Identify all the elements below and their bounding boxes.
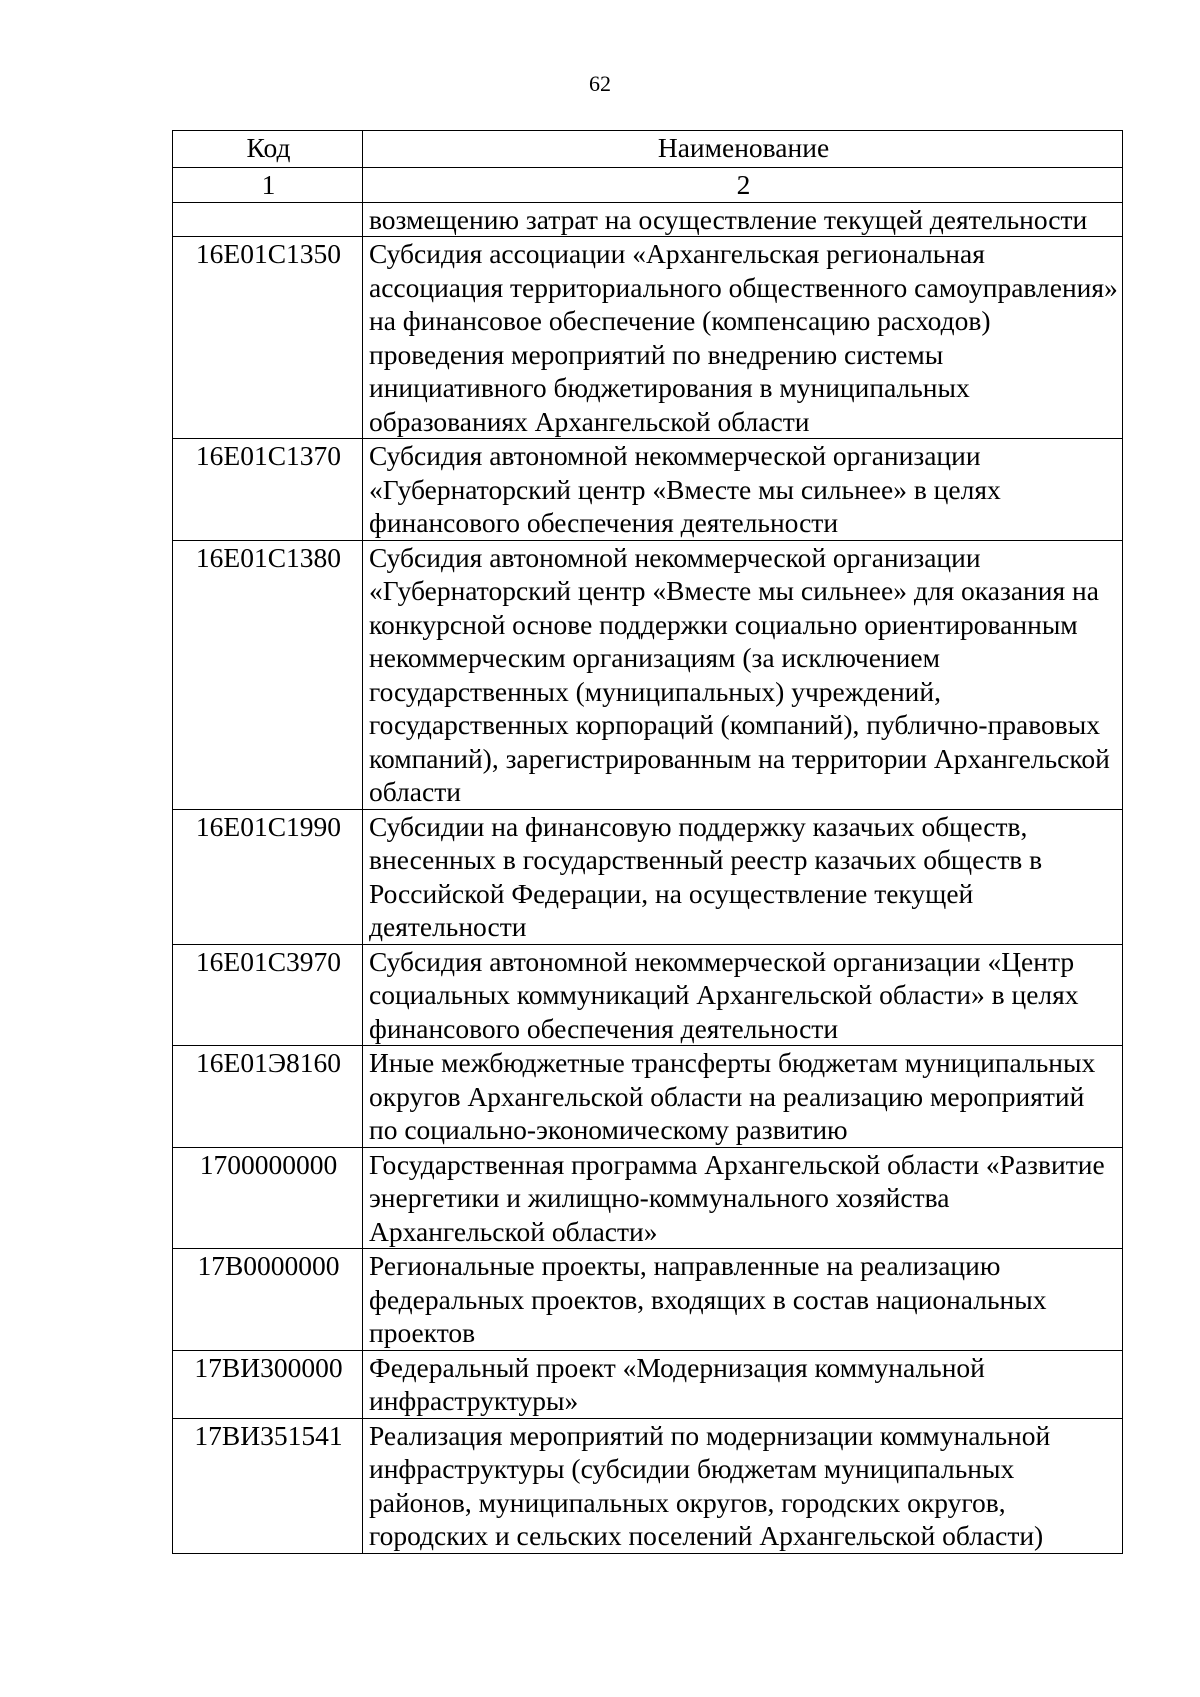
row-code: 1700000000: [173, 1147, 363, 1249]
row-code: 16Е01С1350: [173, 237, 363, 439]
budget-classification-table: [172, 130, 1123, 1554]
row-code: 16Е01С1990: [173, 809, 363, 944]
column-number-row: [173, 168, 1123, 203]
column-header-name: Наименование: [363, 131, 1123, 168]
row-code: 17ВИ351541: [173, 1418, 363, 1553]
row-code: 16Е01С1380: [173, 540, 363, 809]
row-name: Региональные проекты, направленные на реализацию федеральных проектов, входящих в состав национальных проектов: [363, 1249, 1123, 1351]
table-row: [173, 237, 1123, 439]
row-code: 16Е01Э8160: [173, 1046, 363, 1148]
table-row: [173, 1046, 1123, 1148]
row-name: Государственная программа Архангельской области «Развитие энергетики и жилищно-коммунального хозяйства Архангельской области»: [363, 1147, 1123, 1249]
table-row: [173, 439, 1123, 541]
column-header-code: Код: [173, 131, 363, 168]
table-row: [173, 540, 1123, 809]
table-row: [173, 1147, 1123, 1249]
table-row: [173, 1350, 1123, 1418]
row-code: [173, 202, 363, 237]
table-row: [173, 1249, 1123, 1351]
row-code: 16Е01С3970: [173, 944, 363, 1046]
row-name: возмещению затрат на осуществление текущей деятельности: [363, 202, 1123, 237]
row-name: Иные межбюджетные трансферты бюджетам муниципальных округов Архангельской области на реализацию мероприятий по социально-экономическому развитию: [363, 1046, 1123, 1148]
table-row: [173, 809, 1123, 944]
column-number-1: 1: [173, 168, 363, 203]
table-header-row: [173, 131, 1123, 168]
table-row: [173, 202, 1123, 237]
row-name: Субсидия автономной некоммерческой организации «Центр социальных коммуникаций Архангельской области» в целях финансового обеспечения деятельности: [363, 944, 1123, 1046]
page-number: 62: [589, 71, 611, 96]
table-row: [173, 1418, 1123, 1553]
column-number-2: 2: [363, 168, 1123, 203]
row-code: 17В0000000: [173, 1249, 363, 1351]
row-name: Федеральный проект «Модернизация коммунальной инфраструктуры»: [363, 1350, 1123, 1418]
row-code: 16Е01С1370: [173, 439, 363, 541]
table-row: [173, 944, 1123, 1046]
row-name: Реализация мероприятий по модернизации коммунальной инфраструктуры (субсидии бюджетам муниципальных районов, муниципальных округов, городских округов, городских и сельских поселений Архангельской области): [363, 1418, 1123, 1553]
row-name: Субсидия автономной некоммерческой организации «Губернаторский центр «Вместе мы сильнее» для оказания на конкурсной основе поддержки социально ориентированным некоммерческим организациям (за исключением государственных (муниципальных) учреждений, государственных корпораций (компаний), публично-правовых компаний), зарегистрированным на территории Архангельской области: [363, 540, 1123, 809]
row-code: 17ВИ300000: [173, 1350, 363, 1418]
row-name: Субсидия автономной некоммерческой организации «Губернаторский центр «Вместе мы сильнее» в целях финансового обеспечения деятельности: [363, 439, 1123, 541]
row-name: Субсидия ассоциации «Архангельская региональная ассоциация территориального общественного самоуправления» на финансовое обеспечение (компенсацию расходов) проведения мероприятий по внедрению системы инициативного бюджетирования в муниципальных образованиях Архангельской области: [363, 237, 1123, 439]
row-name: Субсидии на финансовую поддержку казачьих обществ, внесенных в государственный реестр казачьих обществ в Российской Федерации, на осуществление текущей деятельности: [363, 809, 1123, 944]
